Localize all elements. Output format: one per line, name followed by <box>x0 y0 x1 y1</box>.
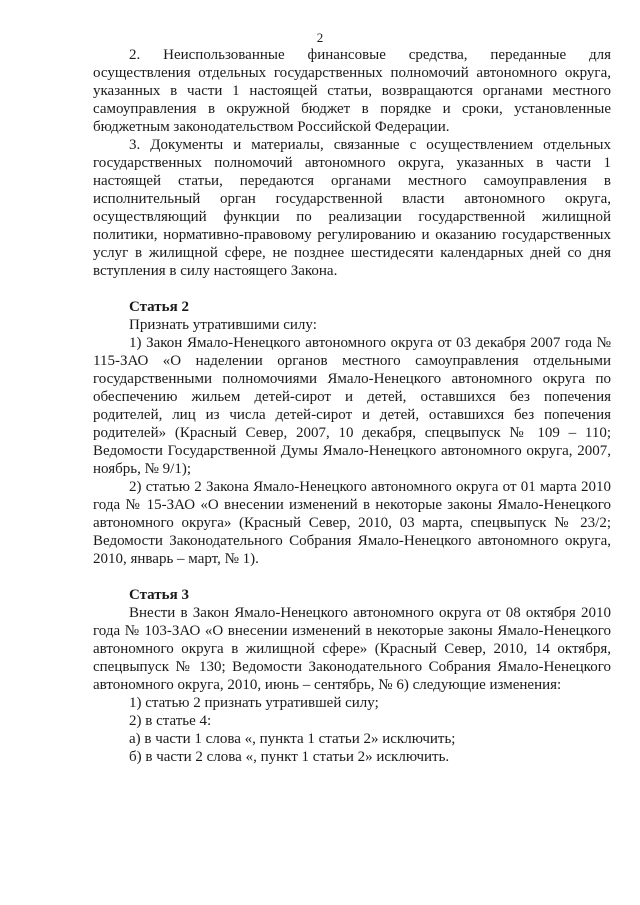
article3-item-2: 2) в статье 4: <box>129 713 212 729</box>
section-spacer <box>93 280 611 298</box>
article2-intro: Признать утратившими силу: <box>129 317 317 333</box>
article3-title: Статья 3 <box>129 587 189 603</box>
article3-item-2b: б) в части 2 слова «, пункт 1 статьи 2» исключить. <box>129 749 450 765</box>
article3-intro: Внести в Закон Ямало-Ненецкого автономного округа от 08 октября 2010 года № 103-ЗАО «О внесении изменений в некоторые законы Ямало-Ненецкого автономного округа в жилищной сфере» (Красный Север, 2010, 14 октября, спецвыпуск № 130; Ведомости Законодательного Собрания Ямало-Ненецкого автономного округа, 2010, июнь – сентябрь, № 6) следующие изменения: <box>93 605 611 693</box>
article1-item-3: 3. Документы и материалы, связанные с осуществлением отдельных государственных полномочий автономного округа, указанных в части 1 настоящей статьи, передаются органами местного самоуправления в исполнительный орган государственной власти автономного округа, осуществляющий функции по реализации государственной жилищной политики, нормативно-правовому регулированию и оказанию государственных услуг в жилищной сфере, не позднее шестидесяти календарных дней со дня вступления в силу настоящего Закона. <box>93 137 611 279</box>
page-number: 2 <box>316 30 324 45</box>
article2-title: Статья 2 <box>129 299 189 315</box>
article3-item-1: 1) статью 2 признать утратившей силу; <box>129 695 379 711</box>
article1-item-2: 2. Неиспользованные финансовые средства, переданные для осуществления отдельных государственных полномочий автономного округа, указанных в части 1 настоящей статьи, возвращаются органами местного самоуправления в окружной бюджет в порядке и сроки, установленные бюджетным законодательством Российской Федерации. <box>93 47 611 135</box>
article2-item-1: 1) Закон Ямало-Ненецкого автономного округа от 03 декабря 2007 года № 115-ЗАО «О наделении органов местного самоуправления отдельными государственными полномочиями Ямало-Ненецкого автономного округа по обеспечению жильем детей-сирот и детей, оставшихся без попечения родителей, лиц из числа детей-сирот и детей, оставшихся без попечения родителей» (Красный Север, 2007, 10 декабря, спецвыпуск № 109 – 110; Ведомости Государственной Думы Ямало-Ненецкого автономного округа, 2007, ноябрь, № 9/1); <box>93 335 611 477</box>
document-body <box>93 46 611 766</box>
section-spacer <box>93 568 611 586</box>
article2-item-2: 2) статью 2 Закона Ямало-Ненецкого автономного округа от 01 марта 2010 года № 15-ЗАО «О внесении изменений в некоторые законы Ямало-Ненецкого автономного округа» (Красный Север, 2010, 03 марта, спецвыпуск № 23/2; Ведомости Законодательного Собрания Ямало-Ненецкого автономного округа, 2010, январь – март, № 1). <box>93 479 611 567</box>
article3-item-2a: а) в части 1 слова «, пункта 1 статьи 2» исключить; <box>129 731 456 747</box>
